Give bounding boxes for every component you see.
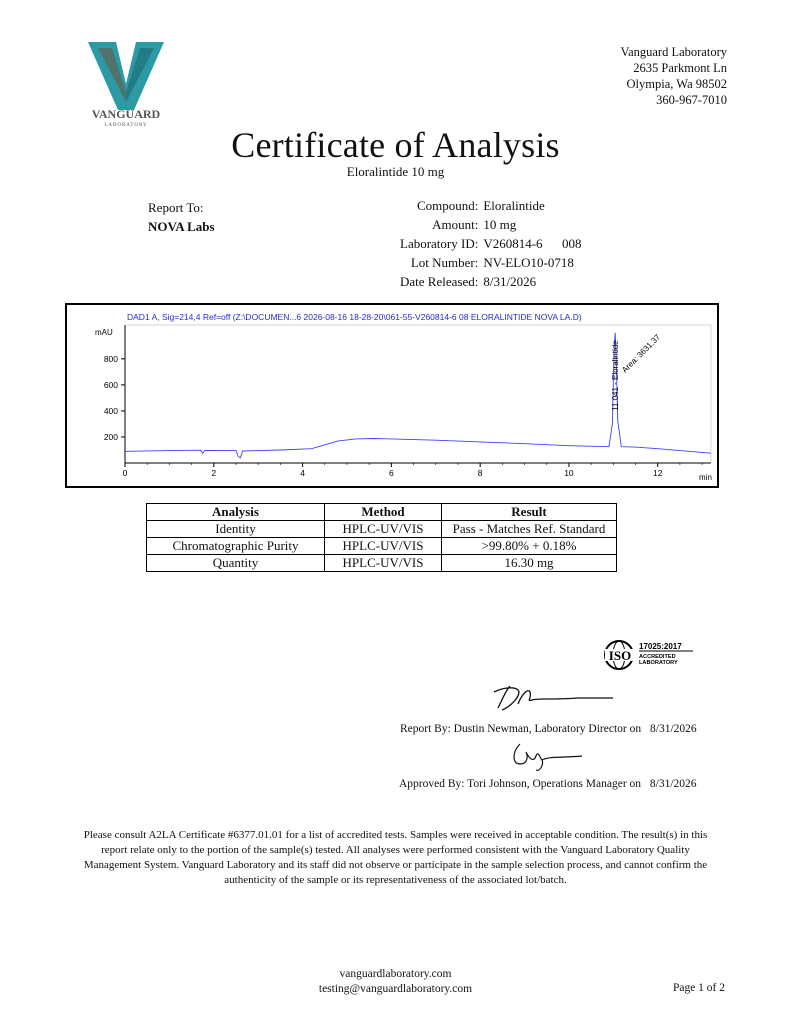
- svg-text:VANGUARD: VANGUARD: [91, 107, 161, 121]
- meta-row-compound: Compound: Eloralintide: [416, 198, 545, 213]
- peak-area-label: Area: 3631.37: [620, 332, 663, 375]
- lab-street: 2635 Parkmont Ln: [633, 61, 727, 75]
- page-title: Certificate of Analysis: [231, 125, 560, 165]
- table-row: Identity HPLC-UV/VIS Pass - Matches Ref. Standard: [147, 521, 617, 538]
- page-number: Page 1 of 2: [672, 982, 725, 994]
- table-header: [147, 504, 617, 521]
- signature-dustin-newman: [488, 680, 618, 714]
- meta-row-lab-id: Laboratory ID: V260814-6 008: [400, 236, 582, 251]
- vanguard-logo: [76, 40, 176, 128]
- report-by-date: 8/31/2026: [650, 723, 697, 735]
- lab-name: Vanguard Laboratory: [620, 45, 727, 59]
- y-tick-label: 800: [103, 353, 118, 364]
- chart-title: DAD1 A, Sig=214,4 Ref=off (Z:\DOCUMEN...6 2026-08-16 18-28-20\061-55-V260814-6 08 ELORALINTIDE NOVA LA.D): [127, 312, 582, 322]
- meta-row-amount: Amount: 10 mg: [432, 217, 517, 232]
- report-to-label: Report To:: [148, 200, 204, 215]
- table-row: Chromatographic Purity HPLC-UV/VIS >99.80% + 0.18%: [147, 538, 617, 555]
- x-tick-label: 6: [388, 468, 394, 478]
- header-result: Result: [442, 504, 617, 521]
- svg-text:17025:2017: 17025:2017: [639, 642, 682, 651]
- x-axis-label: min: [699, 473, 712, 482]
- meta-row-lot: Lot Number: NV-ELO10-0718: [410, 255, 574, 270]
- footer-website: vanguardlaboratory.com: [339, 968, 452, 980]
- approved-by: [399, 778, 697, 790]
- x-tick-label: 8: [477, 468, 483, 478]
- x-tick-label: 12: [652, 468, 663, 478]
- results-table: [146, 503, 617, 572]
- report-by-text: Report By: Dustin Newman, Laboratory Director on: [400, 723, 642, 735]
- svg-text:LABORATORY: LABORATORY: [639, 660, 678, 666]
- lab-address: [620, 44, 727, 108]
- client-name: NOVA Labs: [148, 219, 215, 234]
- header-analysis: Analysis: [147, 504, 325, 521]
- lab-city: Olympia, Wa 98502: [626, 77, 727, 91]
- peak-label: 11.041 - Eloralintide: [611, 340, 621, 411]
- page-subtitle: Eloralintide 10 mg: [346, 164, 445, 179]
- meta-row-date: Date Released: 8/31/2026: [400, 274, 537, 289]
- x-tick-label: 0: [122, 468, 128, 478]
- report-to: [148, 198, 215, 236]
- chromatogram-svg: [67, 305, 717, 486]
- x-tick-label: 4: [300, 468, 305, 478]
- disclaimer: Please consult A2LA Certificate #6377.01.01 for a list of accredited tests. Samples were received in acceptable condition. The result(s) in this report relate only to the portion of the sample(s) tested. All analyses were performed consistent with the Vanguard Laboratory Quality Management System. Vanguard Laboratory and its staff did not observe or participate in the sample selection process, and cannot confirm the authenticity of the sample or its representativeness of the associated lot/batch.: [83, 829, 708, 886]
- lab-phone: 360-967-7010: [656, 93, 727, 107]
- x-tick-label: 2: [211, 468, 217, 478]
- footer-email: testing@vanguardlaboratory.com: [318, 983, 473, 995]
- y-tick-label: 600: [103, 379, 118, 390]
- y-axis-label: mAU: [95, 328, 113, 337]
- header-method: Method: [325, 504, 442, 521]
- svg-text:ACCREDITED: ACCREDITED: [639, 654, 676, 660]
- y-tick-label: 200: [103, 431, 118, 442]
- approved-by-text: Approved By: Tori Johnson, Operations Manager on: [399, 778, 642, 790]
- table-row: Quantity HPLC-UV/VIS 16.30 mg: [147, 555, 617, 572]
- iso-accreditation-badge: [603, 639, 695, 671]
- x-tick-label: 10: [564, 468, 574, 478]
- svg-text:LABORATORY: LABORATORY: [104, 123, 148, 128]
- report-by: [400, 723, 697, 735]
- svg-text:ISO: ISO: [608, 648, 632, 663]
- y-tick-label: 400: [103, 405, 118, 416]
- signature-tori-johnson: [506, 738, 586, 774]
- approved-by-date: 8/31/2026: [649, 778, 697, 790]
- chromatogram: [65, 303, 719, 488]
- chromatogram-trace: [125, 333, 711, 458]
- sample-metadata: [400, 197, 582, 292]
